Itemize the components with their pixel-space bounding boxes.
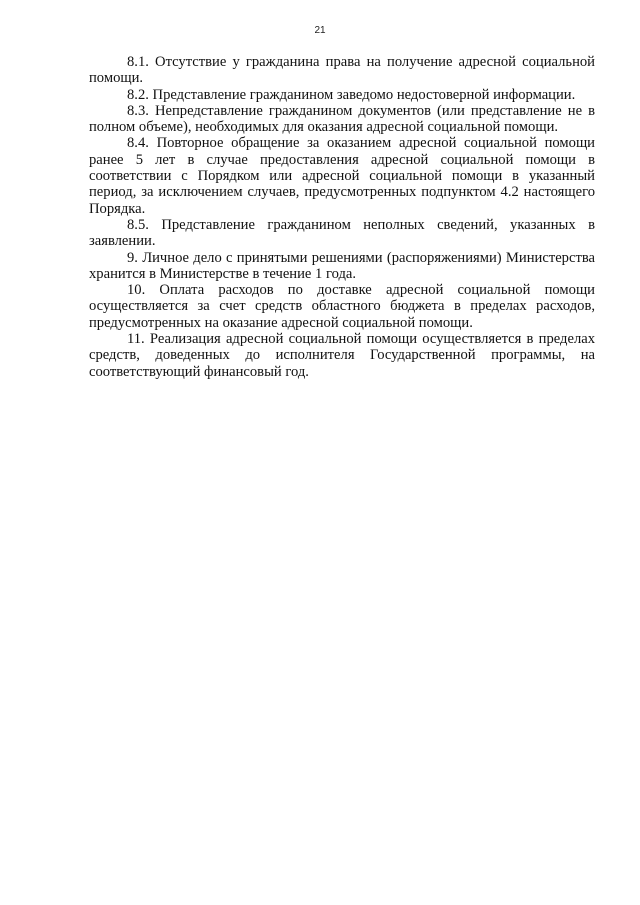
- page-number: 21: [314, 25, 326, 36]
- paragraph-8-1: 8.1. Отсутствие у гражданина права на получение адресной социальной помощи.: [89, 54, 595, 87]
- paragraph-11: 11. Реализация адресной социальной помощи осуществляется в пределах средств, доведенных до исполнителя Государственной программы, на соответствующий финансовый год.: [89, 331, 595, 380]
- document-body: [89, 54, 595, 380]
- paragraph-9: 9. Личное дело с принятыми решениями (распоряжениями) Министерства хранится в Министерстве в течение 1 года.: [89, 249, 595, 282]
- paragraph-10: 10. Оплата расходов по доставке адресной социальной помощи осуществляется за счет средств областного бюджета в пределах расходов, предусмотренных на оказание адресной социальной помощи.: [89, 282, 595, 331]
- paragraph-8-4: 8.4. Повторное обращение за оказанием адресной социальной помощи ранее 5 лет в случае предоставления адресной социальной помощи в соответствии с Порядком или адресной социальной помощи в указанный период, за исключением случаев, предусмотренных подпунктом 4.2 настоящего Порядка.: [89, 135, 595, 217]
- paragraph-8-3: 8.3. Непредставление гражданином документов (или представление не в полном объеме), необходимых для оказания адресной социальной помощи.: [89, 102, 595, 136]
- paragraph-8-5: 8.5. Представление гражданином неполных сведений, указанных в заявлении.: [89, 216, 595, 250]
- paragraph-8-2: 8.2. Представление гражданином заведомо недостоверной информации.: [127, 86, 576, 103]
